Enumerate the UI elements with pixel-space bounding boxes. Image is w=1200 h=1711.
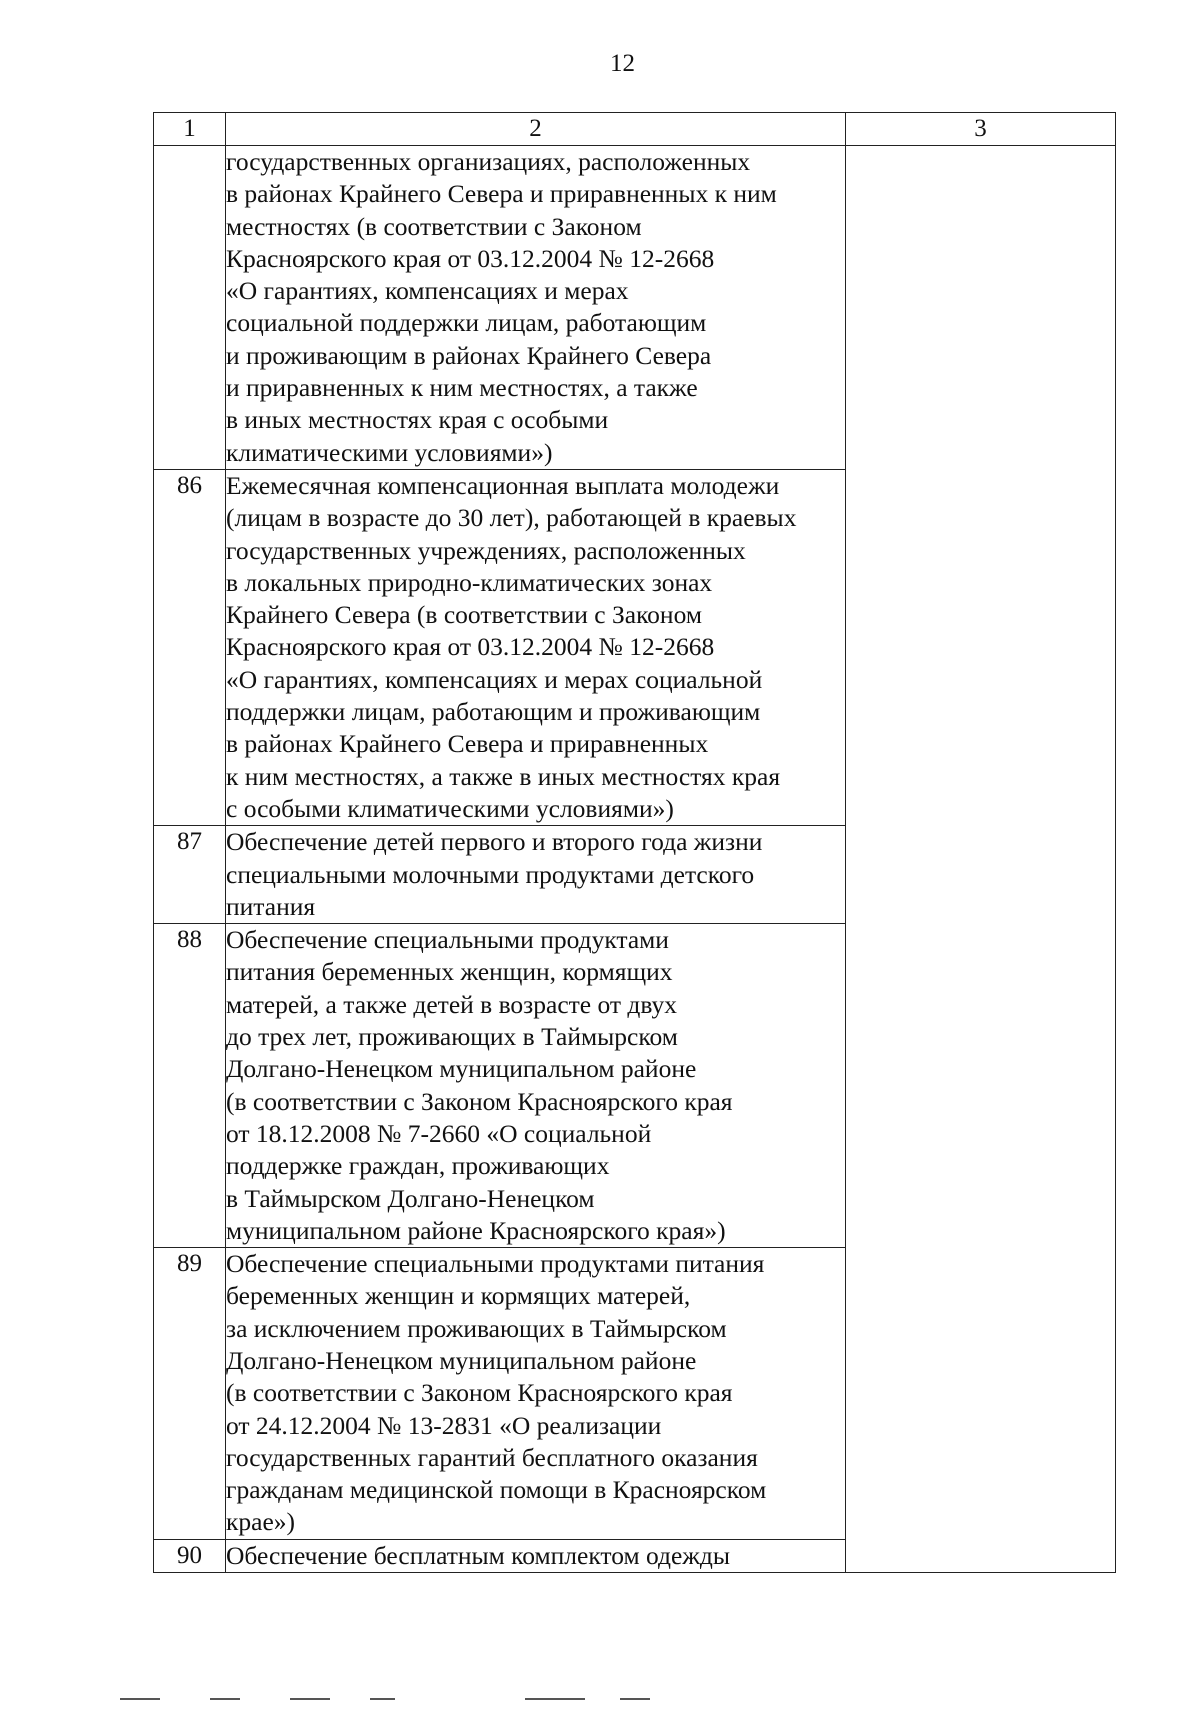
document-table	[153, 112, 1116, 1573]
description-line: питания беременных женщин, кормящих	[226, 957, 673, 987]
column-header-1: 1	[154, 113, 226, 146]
row-description-cell	[226, 469, 846, 825]
description-line: Обеспечение бесплатным комплектом одежды	[226, 1540, 731, 1570]
description-line: муниципальном районе Красноярского края»)	[226, 1215, 726, 1245]
row-number-cell: 87	[154, 826, 226, 924]
description-line: (в соответствии с Законом Красноярского края	[226, 1086, 733, 1116]
description-line: к ним местностях, а также в иных местностях края	[226, 761, 781, 791]
description-line: Крайнего Севера (в соответствии с Законом	[226, 600, 702, 630]
table-header-row	[154, 113, 1116, 146]
description-line: от 24.12.2004 № 13-2831 «О реализации	[226, 1410, 662, 1440]
row-description-cell	[226, 826, 846, 924]
description-line: (в соответствии с Законом Красноярского края	[226, 1378, 733, 1408]
description-line: Обеспечение специальными продуктами питания	[226, 1249, 765, 1279]
description-line: климатическими условиями»)	[226, 437, 553, 467]
description-line: в иных местностях края с особыми	[226, 405, 609, 435]
description-line: за исключением проживающих в Таймырском	[226, 1313, 727, 1343]
description-line: до трех лет, проживающих в Таймырском	[226, 1022, 678, 1052]
description-line: от 18.12.2008 № 7-2660 «О социальной	[226, 1118, 652, 1148]
row-number-cell: 90	[154, 1539, 226, 1572]
description-line: беременных женщин и кормящих матерей,	[226, 1281, 691, 1311]
description-line: крае»)	[226, 1507, 296, 1537]
description-line: «О гарантиях, компенсациях и мерах	[226, 276, 629, 306]
row-number-cell: 88	[154, 924, 226, 1248]
description-line: с особыми климатическими условиями»)	[226, 793, 674, 823]
row-description-cell	[226, 924, 846, 1248]
description-line: государственных гарантий бесплатного оказания	[226, 1442, 758, 1472]
description-line: поддержке граждан, проживающих	[226, 1151, 610, 1181]
row-description-cell	[226, 1539, 846, 1572]
description-line: Долгано-Ненецком муниципальном районе	[226, 1345, 697, 1375]
column-3-cell	[846, 146, 1116, 1573]
description-line: Красноярского края от 03.12.2004 № 12-2668	[226, 632, 715, 662]
description-line: питания	[226, 891, 316, 921]
row-description-cell	[226, 1248, 846, 1540]
description-line: Обеспечение специальными продуктами	[226, 925, 669, 955]
scan-edge-marks	[120, 1698, 680, 1702]
description-line: местностях (в соответствии с Законом	[226, 211, 642, 241]
description-line: в локальных природно-климатических зонах	[226, 567, 713, 597]
description-line: в Таймырском Долгано-Ненецком	[226, 1183, 595, 1213]
description-line: в районах Крайнего Севера и приравненных	[226, 729, 709, 759]
description-line: и приравненных к ним местностях, а также	[226, 373, 698, 403]
description-line: матерей, а также детей в возрасте от двух	[226, 989, 678, 1019]
description-line: Долгано-Ненецком муниципальном районе	[226, 1054, 697, 1084]
description-line: специальными молочными продуктами детского	[226, 859, 755, 889]
page-number: 12	[610, 50, 635, 77]
description-line: государственных организациях, расположенных	[226, 147, 751, 176]
description-line: и проживающим в районах Крайнего Севера	[226, 340, 712, 370]
table-row	[154, 146, 1116, 470]
row-number-cell: 86	[154, 469, 226, 825]
row-number-cell: 89	[154, 1248, 226, 1540]
description-line: Ежемесячная компенсационная выплата молодежи	[226, 470, 780, 500]
description-line: государственных учреждениях, расположенных	[226, 535, 746, 565]
description-line: социальной поддержки лицам, работающим	[226, 308, 707, 338]
column-header-3: 3	[846, 113, 1116, 146]
description-line: «О гарантиях, компенсациях и мерах социальной	[226, 664, 763, 694]
description-line: (лицам в возрасте до 30 лет), работающей в краевых	[226, 503, 797, 533]
row-number-cell	[154, 146, 226, 470]
description-line: Обеспечение детей первого и второго года жизни	[226, 827, 763, 857]
column-header-2: 2	[226, 113, 846, 146]
description-line: Красноярского края от 03.12.2004 № 12-2668	[226, 243, 715, 273]
row-description-cell	[226, 146, 846, 470]
description-line: поддержки лицам, работающим и проживающим	[226, 697, 761, 727]
table-body	[154, 146, 1116, 1573]
description-line: гражданам медицинской помощи в Красноярском	[226, 1475, 767, 1505]
description-line: в районах Крайнего Севера и приравненных к ним	[226, 179, 777, 209]
